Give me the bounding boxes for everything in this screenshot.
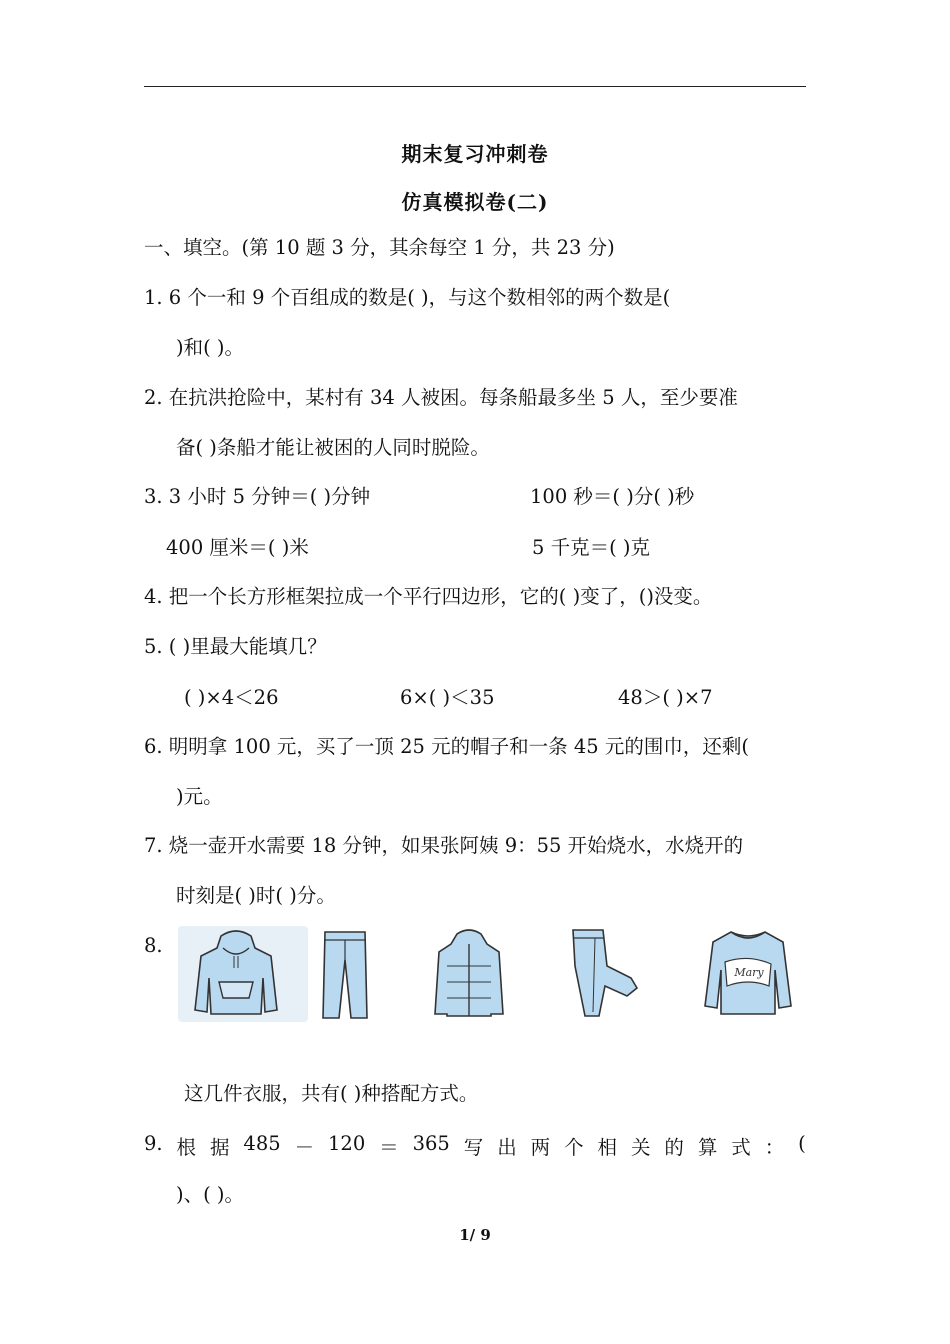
q8-question: 这几件衣服，共有( )种搭配方式。 — [184, 1082, 479, 1105]
header-rule — [144, 86, 806, 87]
q9-token: 120 — [328, 1132, 366, 1155]
q9-token: 9. — [144, 1132, 163, 1155]
section-heading: 一、填空。(第 10 题 3 分，其余每空 1 分，共 23 分) — [144, 236, 615, 259]
q9-token: 写 — [463, 1136, 484, 1159]
q3-a: 3. 3 小时 5 分钟＝( )分钟 — [144, 485, 371, 508]
q6-line1: 6. 明明拿 100 元，买了一顶 25 元的帽子和一条 45 元的围巾，还剩( — [144, 735, 749, 758]
q2-line1: 2. 在抗洪抢险中，某村有 34 人被困。每条船最多坐 5 人，至少要准 — [144, 386, 738, 409]
q9-line1 — [144, 1132, 806, 1160]
q9-token: 相 — [597, 1136, 618, 1159]
q3-c: 400 厘米＝( )米 — [166, 536, 309, 559]
q9-token: 出 — [497, 1136, 517, 1159]
q9-token: 关 — [630, 1136, 651, 1159]
q1-line2: )和( )。 — [176, 336, 245, 359]
q8-label: 8. — [144, 934, 163, 957]
q9-token: 根 — [176, 1136, 197, 1159]
q5-c: 48＞( )×7 — [618, 686, 713, 709]
q9-token: 的 — [664, 1136, 684, 1159]
track-pants-icon — [565, 926, 645, 1022]
puffer-jacket-icon — [433, 926, 505, 1022]
clothing-images — [175, 926, 795, 1026]
q5-a: ( )×4＜26 — [184, 686, 279, 709]
q9-line2: )、( )。 — [176, 1183, 245, 1206]
q1-line1: 1. 6 个一和 9 个百组成的数是( )，与这个数相邻的两个数是( — [144, 286, 671, 309]
q6-line2: )元。 — [176, 785, 223, 808]
sweater-label: Mary — [734, 966, 764, 979]
page-number: 1/ 9 — [459, 1226, 491, 1244]
q9-token: 据 — [209, 1136, 230, 1159]
q9-token: ( — [798, 1132, 806, 1155]
q9-token: 485 — [243, 1132, 281, 1155]
exam-subtitle: 仿真模拟卷(二) — [401, 190, 549, 214]
q3-b: 100 秒＝( )分( )秒 — [530, 485, 695, 508]
q7-line1: 7. 烧一壶开水需要 18 分钟，如果张阿姨 9：55 开始烧水，水烧开的 — [144, 834, 744, 857]
q4-line1: 4. 把一个长方形框架拉成一个平行四边形，它的( )变了，()没变。 — [144, 585, 713, 608]
q9-token: 两 — [530, 1136, 551, 1159]
sweater-icon — [703, 926, 793, 1020]
q5-line1: 5. ( )里最大能填几？ — [144, 635, 327, 658]
q9-token: 个 — [564, 1136, 584, 1159]
q7-line2: 时刻是( )时( )分。 — [176, 884, 336, 907]
jeans-icon — [317, 926, 373, 1022]
q9-token: 式 — [731, 1136, 751, 1159]
q9-token: － — [294, 1136, 315, 1159]
q9-token: ： — [764, 1136, 785, 1159]
q2-line2: 备( )条船才能让被困的人同时脱险。 — [176, 436, 490, 459]
q9-token: ＝ — [379, 1136, 399, 1159]
q3-d: 5 千克＝( )克 — [532, 536, 651, 559]
q5-b: 6×( )＜35 — [400, 686, 495, 709]
exam-title: 期末复习冲刺卷 — [401, 142, 549, 166]
q9-token: 算 — [697, 1136, 718, 1159]
hoodie-icon — [191, 926, 281, 1022]
q9-token: 365 — [412, 1132, 450, 1155]
